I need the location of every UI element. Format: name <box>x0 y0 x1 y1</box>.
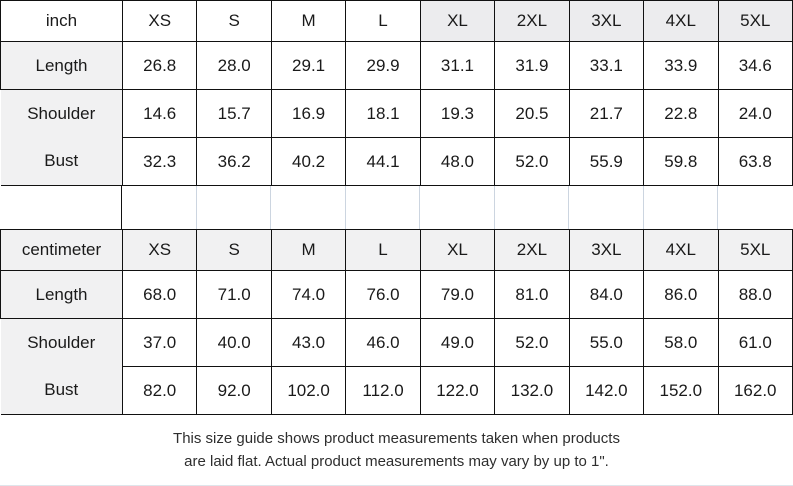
measurement-value-cell: 81.0 <box>495 271 569 319</box>
size-header-cell: 4XL <box>644 230 718 271</box>
measurement-value-cell: 88.0 <box>718 271 793 319</box>
measurement-value-cell: 28.0 <box>197 42 271 90</box>
spacer-cell <box>346 186 421 229</box>
measurement-value-cell: 68.0 <box>123 271 197 319</box>
spacer-cell <box>644 186 719 229</box>
spacer-cell <box>420 186 495 229</box>
measurement-value-cell: 14.6 <box>123 90 197 138</box>
size-header-cell: XL <box>420 230 494 271</box>
measurement-value-cell: 112.0 <box>346 367 420 415</box>
measurement-value-cell: 40.2 <box>271 138 345 186</box>
measurement-value-cell: 31.1 <box>420 42 494 90</box>
measurement-value-cell: 15.7 <box>197 90 271 138</box>
measurement-value-cell: 48.0 <box>420 138 494 186</box>
size-header-cell: XS <box>123 1 197 42</box>
measurement-value-cell: 49.0 <box>420 319 494 367</box>
measurement-value-cell: 82.0 <box>123 367 197 415</box>
measurement-value-cell: 33.9 <box>644 42 718 90</box>
measurement-value-cell: 33.1 <box>569 42 643 90</box>
header-row <box>1 1 793 42</box>
measurement-value-cell: 84.0 <box>569 271 643 319</box>
table-row <box>1 90 793 138</box>
measurement-value-cell: 26.8 <box>123 42 197 90</box>
size-header-cell: L <box>346 230 420 271</box>
measurement-value-cell: 34.6 <box>718 42 793 90</box>
measurement-value-cell: 46.0 <box>346 319 420 367</box>
measurement-value-cell: 142.0 <box>569 367 643 415</box>
size-table-inch <box>0 0 793 186</box>
measurement-value-cell: 40.0 <box>197 319 271 367</box>
measurement-value-cell: 122.0 <box>420 367 494 415</box>
table-row <box>1 138 793 186</box>
measurement-value-cell: 86.0 <box>644 271 718 319</box>
measurement-value-cell: 19.3 <box>420 90 494 138</box>
measurement-value-cell: 36.2 <box>197 138 271 186</box>
measurement-value-cell: 92.0 <box>197 367 271 415</box>
spacer-cell <box>271 186 346 229</box>
measurement-value-cell: 29.1 <box>271 42 345 90</box>
size-header-cell: 4XL <box>644 1 718 42</box>
measurement-value-cell: 63.8 <box>718 138 793 186</box>
size-header-cell: M <box>271 230 345 271</box>
size-header-cell: L <box>346 1 420 42</box>
size-header-cell: 2XL <box>495 230 569 271</box>
measurement-label-cell: Bust <box>1 367 123 415</box>
measurement-value-cell: 32.3 <box>123 138 197 186</box>
spacer-cell <box>495 186 570 229</box>
spacer-cell <box>122 186 197 229</box>
size-table-centimeter <box>0 229 793 415</box>
table-row <box>1 319 793 367</box>
size-header-cell: 5XL <box>718 1 793 42</box>
table-row <box>1 271 793 319</box>
measurement-value-cell: 16.9 <box>271 90 345 138</box>
measurement-label-cell: Length <box>1 42 123 90</box>
measurement-value-cell: 132.0 <box>495 367 569 415</box>
spacer-cell <box>569 186 644 229</box>
unit-header-cell: centimeter <box>1 230 123 271</box>
size-guide-footnote: This size guide shows product measurements taken when products are laid flat. Actual product measurements may vary by up to 1". <box>173 430 620 470</box>
spacer-cell <box>718 186 793 229</box>
size-header-cell: 5XL <box>718 230 793 271</box>
measurement-label-cell: Length <box>1 271 123 319</box>
size-header-cell: XL <box>420 1 494 42</box>
measurement-value-cell: 55.0 <box>569 319 643 367</box>
size-header-cell: 2XL <box>495 1 569 42</box>
measurement-value-cell: 44.1 <box>346 138 420 186</box>
size-header-cell: S <box>197 1 271 42</box>
spacer-cell <box>197 186 272 229</box>
measurement-value-cell: 59.8 <box>644 138 718 186</box>
measurement-value-cell: 20.5 <box>495 90 569 138</box>
measurement-value-cell: 76.0 <box>346 271 420 319</box>
measurement-value-cell: 71.0 <box>197 271 271 319</box>
measurement-value-cell: 29.9 <box>346 42 420 90</box>
size-header-cell: XS <box>123 230 197 271</box>
table-row <box>1 42 793 90</box>
measurement-label-cell: Shoulder <box>1 90 123 138</box>
measurement-label-cell: Bust <box>1 138 123 186</box>
measurement-value-cell: 52.0 <box>495 138 569 186</box>
measurement-value-cell: 37.0 <box>123 319 197 367</box>
measurement-value-cell: 43.0 <box>271 319 345 367</box>
measurement-value-cell: 58.0 <box>644 319 718 367</box>
table-spacer <box>0 186 793 229</box>
spacer-cell <box>0 186 122 229</box>
measurement-value-cell: 55.9 <box>569 138 643 186</box>
measurement-value-cell: 152.0 <box>644 367 718 415</box>
measurement-value-cell: 18.1 <box>346 90 420 138</box>
measurement-value-cell: 21.7 <box>569 90 643 138</box>
measurement-value-cell: 52.0 <box>495 319 569 367</box>
size-header-cell: M <box>271 1 345 42</box>
measurement-value-cell: 102.0 <box>271 367 345 415</box>
measurement-value-cell: 79.0 <box>420 271 494 319</box>
unit-header-cell: inch <box>1 1 123 42</box>
size-header-cell: 3XL <box>569 1 643 42</box>
measurement-value-cell: 31.9 <box>495 42 569 90</box>
table-row <box>1 367 793 415</box>
measurement-value-cell: 74.0 <box>271 271 345 319</box>
measurement-label-cell: Shoulder <box>1 319 123 367</box>
header-row <box>1 230 793 271</box>
size-header-cell: 3XL <box>569 230 643 271</box>
size-header-cell: S <box>197 230 271 271</box>
measurement-value-cell: 162.0 <box>718 367 793 415</box>
measurement-value-cell: 61.0 <box>718 319 793 367</box>
measurement-value-cell: 22.8 <box>644 90 718 138</box>
measurement-value-cell: 24.0 <box>718 90 793 138</box>
